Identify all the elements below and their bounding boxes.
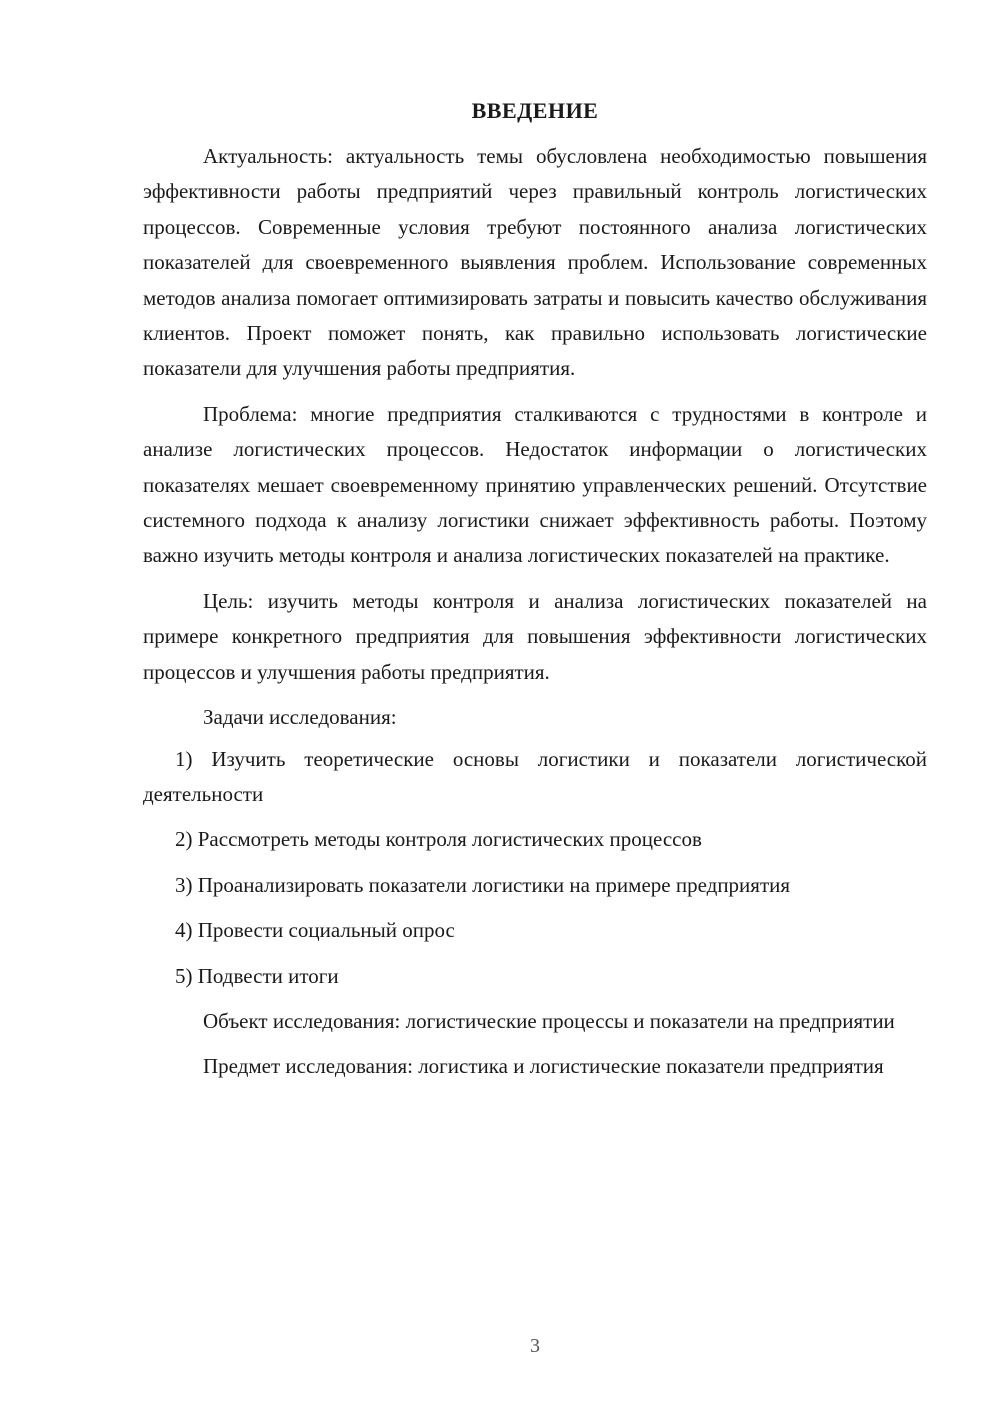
paragraph-goal: Цель: изучить методы контроля и анализа логистических показателей на примере конкретного предприятия для повышения эффективности логистических процессов и улучшения работы предприятия.: [143, 588, 927, 684]
task-item-1: 1) Изучить теоретические основы логистики и показатели логистической деятельности: [143, 746, 927, 806]
paragraph-object: Объект исследования: логистические процессы и показатели на предприятии: [203, 1008, 895, 1033]
paragraph-relevance: Актуальность: актуальность темы обусловлена необходимостью повышения эффективности работы предприятий через правильный контроль логистических процессов. Современные условия требуют постоянного анализа логистических показателей для своевременного выявления проблем. Использование современных методов анализа помогает оптимизировать затраты и повысить качество обслуживания клиентов. Проект поможет понять, как правильно использовать логистические показатели для улучшения работы предприятия.: [143, 144, 927, 381]
paragraph-problem: Проблема: многие предприятия сталкиваются с трудностями в контроле и анализе логистических процессов. Недостаток информации о логистических показателях мешает своевременному принятию управленческих решений. Отсутствие системного подхода к анализу логистики снижает эффективность работы. Поэтому важно изучить методы контроля и анализа логистических показателей на практике.: [143, 401, 927, 568]
page-number: 3: [530, 1335, 540, 1357]
task-item-3: 3) Проанализировать показатели логистики на примере предприятия: [175, 872, 791, 897]
tasks-label: Задачи исследования:: [203, 705, 397, 730]
task-item-5: 5) Подвести итоги: [175, 963, 339, 988]
page-content: [143, 95, 927, 1095]
tasks-list: [143, 742, 927, 994]
page-title: ВВЕДЕНИЕ: [471, 98, 599, 123]
task-item-2: 2) Рассмотреть методы контроля логистических процессов: [175, 827, 702, 852]
task-item-4: 4) Провести социальный опрос: [175, 918, 455, 943]
paragraph-subject: Предмет исследования: логистика и логистические показатели предприятия: [203, 1054, 884, 1079]
